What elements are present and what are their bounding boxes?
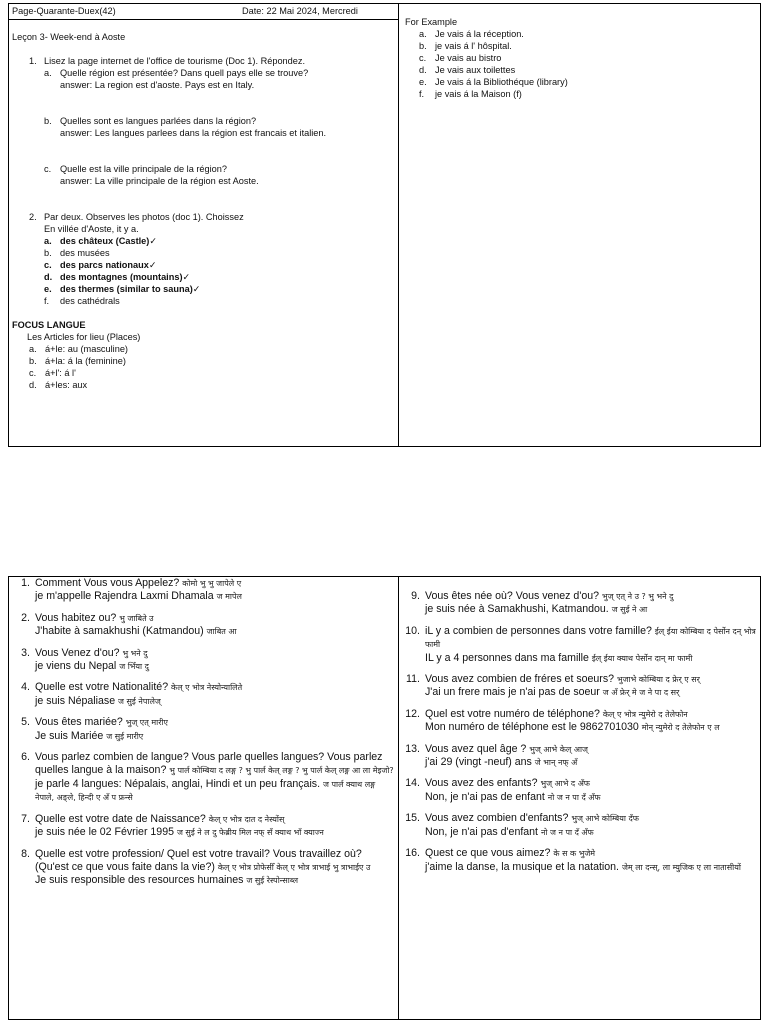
qa-item: 5. Vous êtes mariée? भुज् एत् मारीए Je suis Mariée ज सुई मारीए xyxy=(21,716,168,742)
q1b-answer: answer: Les langues parlees dans la région est francais et italien. xyxy=(60,128,327,138)
q1b-question: Quelles sont es langues parlées dans la région? xyxy=(60,116,257,126)
question-1 xyxy=(12,55,396,307)
qa-item: 8. Quelle est votre profession/ Quel est votre travail? Vous travaillez où?(Qu'est ce que vous faite dans la vie?) केल् ए भोत्र प्रोफेसीँ केल् ए भोत्र त्राभाई भु त्राभाईए उ Je suis responsible des resources humaines ज सुई रेस्पोन्साब्ल xyxy=(21,847,371,887)
example-item: d. Je vais aux toilettes xyxy=(419,65,516,75)
q2-number: 2. xyxy=(29,212,37,222)
qa-item: 1. Comment Vous vous Appelez? कोमो भु भु जापेले ए je m'appelle Rajendra Laxmi Dhamala ज मापेल xyxy=(21,577,242,603)
focus-item: b. á+la: á la (feminine) xyxy=(29,356,126,366)
bottom-left-column xyxy=(10,577,394,896)
q1a-answer: answer: La region est d'aoste. Pays est en Italy. xyxy=(60,80,255,90)
qa-item: 16. Quest ce que vous aimez? के स क भुजेमे j'aime la danse, la musique et la natation. जेम् ला दन्स्, ला म्युजिक ए ला नातासीयों xyxy=(405,847,741,873)
qa-item: 6. Vous parlez combien de langue? Vous parle quelles langues? Vous parlez quelles langue à la maison? भु पार्ल कोम्बिया द लङ्ग ? भु पार्ल केल् लङ्ग ? भु पार्ल केल् लङ्ग आ ला मेइजो? je parle 4 langues: Népalais, anglai, Hindi et un peu français. ज पार्ल क्याथ लङ्ग नेपाले, अङ्ले, हिन्दी ए अँ प फ्रन्से xyxy=(21,751,394,803)
qa-item: 2. Vous habitez ou? भु जाबिते उ J'habite à samakhushi (Katmandou) जाबित आ xyxy=(21,611,237,638)
q2-text: Par deux. Observes les photos (doc 1). Choissez xyxy=(44,212,244,222)
bottom-table-divider xyxy=(398,576,399,1020)
qa-item: 15. Vous avez combien d'enfants? भुज् आभे कोम्बिया दँफ Non, je n'ai pas d'enfant नो ज न पा दँ अँफ xyxy=(405,812,639,838)
qa-item: 14. Vous avez des enfants? भुज् आभे द अँफ Non, je n'ai pas de enfant नो ज न पा दँ अँफ xyxy=(405,777,601,803)
focus-item: a. á+le: au (masculine) xyxy=(29,344,128,354)
lesson-title: Leçon 3- Week-end à Aoste xyxy=(12,32,126,42)
q1a-question: Quelle région est présentée? Dans quell pays elle se trouve? xyxy=(60,68,309,78)
bottom-right-column xyxy=(400,590,758,882)
top-left-content xyxy=(12,31,396,391)
q1-number: 1. xyxy=(29,56,37,66)
qa-item: 7. Quelle est votre date de Naissance? केल् ए भोत्र दात द नेस्योंस् je suis née le 02 Février 1995 ज सुई ने ल दु फेब्रीय मिल नफ् सँ क्याथ भाँ क्याज्न xyxy=(21,812,324,839)
qa-item: 10. iL y a combien de personnes dans votre famille? ईल् ईया कोम्बिया द पेर्सोन दन् भोत्र फामी IL y a 4 personnes dans ma famille ईल् ईया क्याथ पेर्सोन दान् मा फामी xyxy=(405,624,756,664)
qa-item: 3. Vous Venez d'ou? भु भने दु je viens du Nepal ज भिँया दु xyxy=(21,646,149,673)
q1b-label: b. xyxy=(44,116,52,126)
header-row-divider xyxy=(8,19,399,20)
q1c-question: Quelle est la ville principale de la région? xyxy=(60,164,228,174)
q2-option: c. des parcs nationaux✓ xyxy=(44,260,157,270)
date-label: Date: 22 Mai 2024, Mercredi xyxy=(242,6,358,16)
q1-text: Lisez la page internet de l'office de tourisme (Doc 1). Répondez. xyxy=(44,56,306,66)
q2-option: b. des musées xyxy=(44,248,110,258)
q2-option: a. des châteux (Castle)✓ xyxy=(44,236,158,246)
q2-subtext: En villée d'Aoste, it y a. xyxy=(44,224,139,234)
q2-option: d. des montagnes (mountains)✓ xyxy=(44,272,191,282)
example-section xyxy=(405,16,755,100)
example-item: a. Je vais á la réception. xyxy=(419,29,524,39)
example-title: For Example xyxy=(405,17,458,27)
q1a-label: a. xyxy=(44,68,52,78)
page-label: Page-Quarante-Duex(42) xyxy=(12,6,116,16)
qa-item: 9. Vous êtes née où? Vous venez d'ou? भुज् एत् ने उ ? भु भने दु je suis née à Samakhushi, Katmandou. ज सुई ने आ xyxy=(411,590,674,616)
focus-item: c. á+l': á l' xyxy=(29,368,76,378)
q2-option: e. des thermes (similar to sauna)✓ xyxy=(44,284,201,294)
qa-item: 4. Quelle est votre Nationalité? केल् ए भोत्र नेस्योन्यालिते je suis Népaliase ज सुई नेपालेज् xyxy=(21,681,243,707)
q2-option: f. des cathédrals xyxy=(44,296,120,306)
focus-item: d. á+les: aux xyxy=(29,380,88,390)
qa-item: 13. Vous avez quel âge ? भुज् आभे केल् आज् j'ai 29 (vingt -neuf) ans जे भान् नफ् अँ xyxy=(405,742,588,769)
focus-title: FOCUS LANGUE xyxy=(12,320,86,330)
qa-item: 12. Quel est votre numéro de téléphone? केल् ए भोत्र न्युमेरो द तेलेफोन Mon numéro de téléphone est le 9862701030 मोन् न्युमेरो द तेलेफोन ए ल xyxy=(405,707,720,734)
q1c-label: c. xyxy=(44,164,52,174)
q1c-answer: answer: La ville principale de la région est Aoste. xyxy=(60,176,259,186)
example-item: b. je vais á l' hôspital. xyxy=(419,41,512,51)
example-item: c. Je vais au bistro xyxy=(419,53,502,63)
top-table-divider xyxy=(398,3,399,447)
example-item: f. je vais á la Maison (f) xyxy=(419,89,522,99)
example-item: e. Je vais á la Bibliothéque (library) xyxy=(419,77,568,87)
qa-item: 11. Vous avez combien de fréres et soeurs? भुजाभे कोम्बिया द फ्रेर् ए सर् J'ai un frere mais je n'ai pas de soeur ज अँ फ्रेर् मे ज ने पा द सर् xyxy=(406,673,700,699)
focus-subtitle: Les Articles for lieu (Places) xyxy=(27,332,141,342)
